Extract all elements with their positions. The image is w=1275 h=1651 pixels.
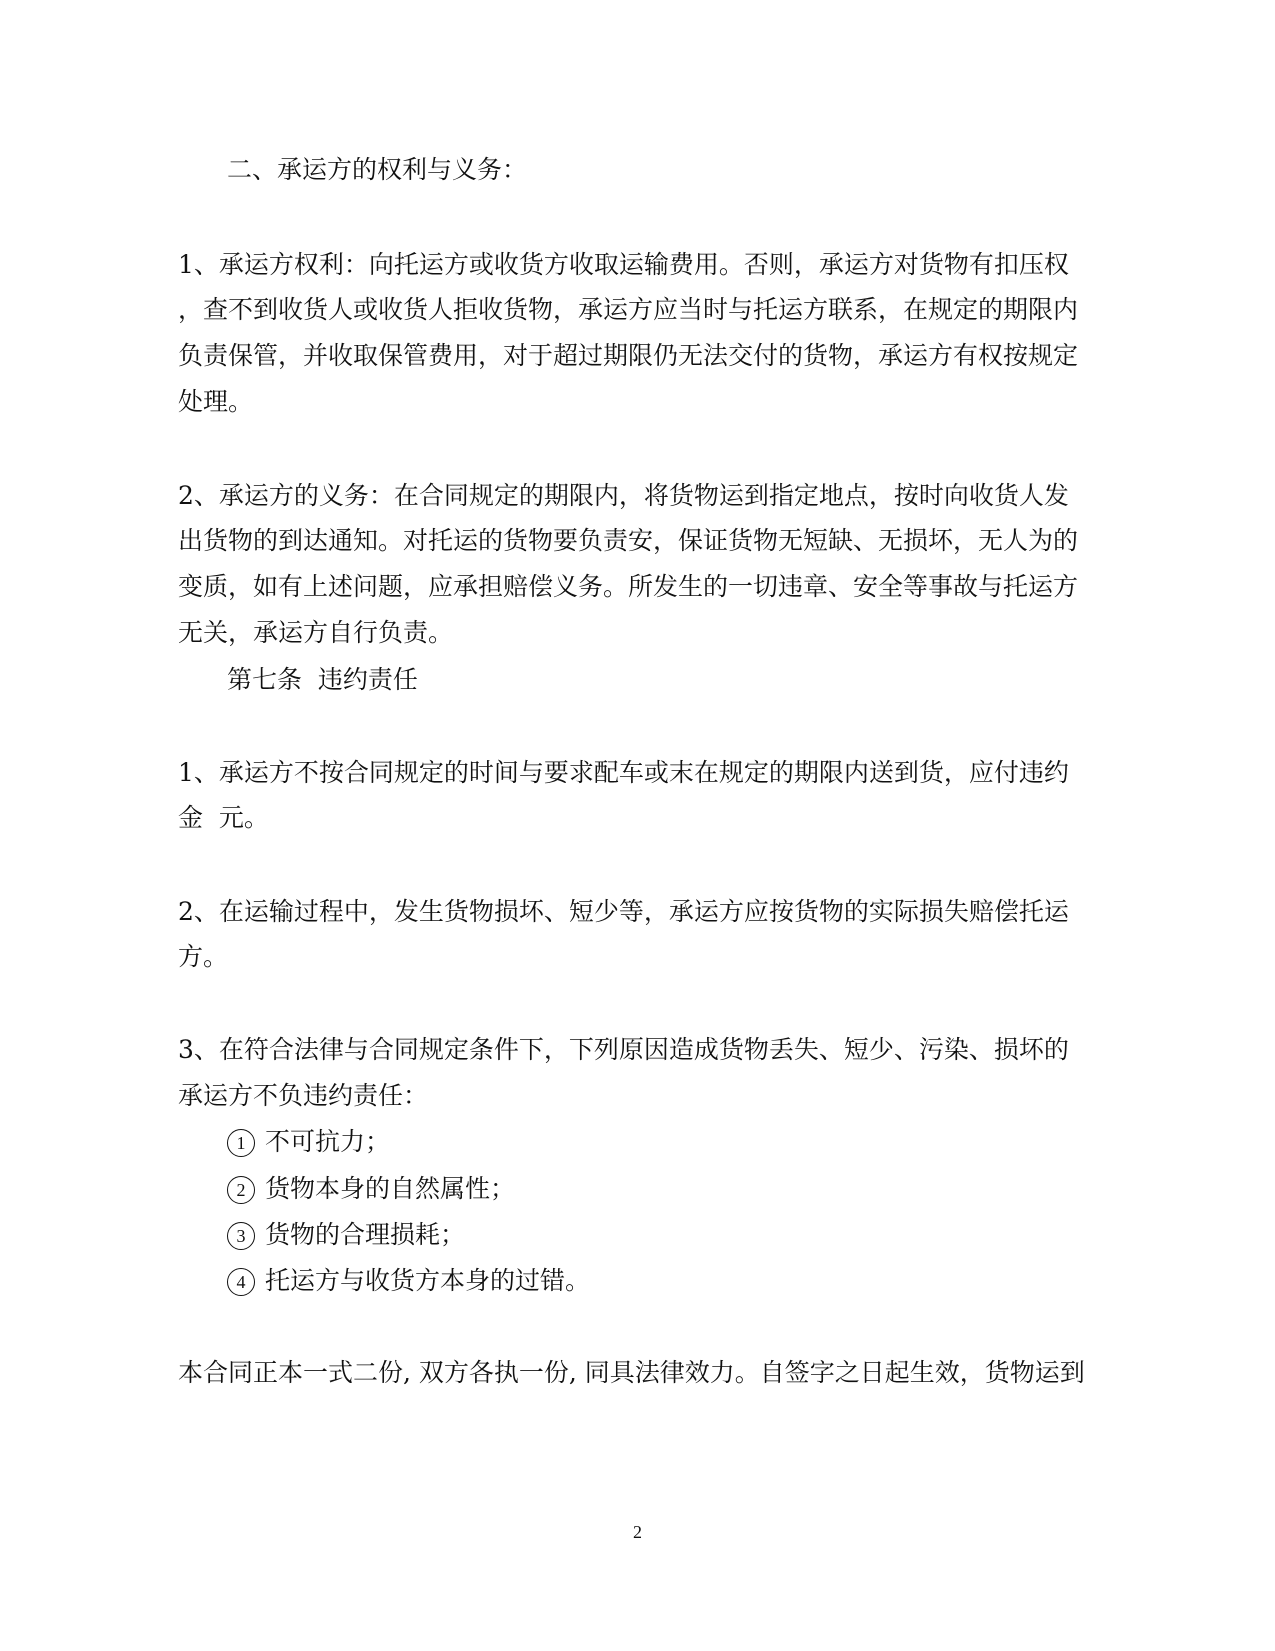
paragraph-line: 1、承运方权利：向托运方或收货方收取运输费用。否则，承运方对货物有扣压权 [178, 250, 1069, 279]
paragraph-line: 承运方不负违约责任： [178, 1081, 429, 1110]
paragraph-line: 2、承运方的义务：在合同规定的期限内，将货物运到指定地点，按时向收货人发 [178, 481, 1069, 510]
paragraph-line: 金 元。 [178, 803, 269, 832]
circled-number: 2 [227, 1176, 255, 1204]
list-item [227, 1220, 465, 1250]
article-heading: 第七条 违约责任 [227, 665, 418, 694]
circled-number: 1 [227, 1129, 255, 1157]
list-item-text: 不可抗力； [265, 1127, 391, 1156]
paragraph-line: 方。 [178, 942, 229, 971]
section-heading: 二、承运方的权利与义务： [227, 155, 528, 184]
circled-number: 4 [227, 1268, 255, 1296]
page-number: 2 [633, 1522, 642, 1542]
paragraph-line: 无关，承运方自行负责。 [178, 618, 454, 647]
list-item-text: 货物的合理损耗； [265, 1220, 466, 1249]
paragraph-line: 1、承运方不按合同规定的时间与要求配车或末在规定的期限内送到货，应付违约 [178, 758, 1069, 787]
paragraph-line: 3、在符合法律与合同规定条件下，下列原因造成货物丢失、短少、污染、损坏的 [178, 1035, 1069, 1064]
circled-number: 3 [227, 1222, 255, 1250]
list-item [227, 1266, 590, 1296]
paragraph-line: 出货物的到达通知。对托运的货物要负责安，保证货物无短缺、无损坏，无人为的 [178, 526, 1079, 555]
paragraph-line: 处理。 [178, 387, 254, 416]
list-item-text: 货物本身的自然属性； [265, 1174, 516, 1203]
list-item [227, 1174, 515, 1204]
paragraph-line: ，查不到收货人或收货人拒收货物，承运方应当时与托运方联系，在规定的期限内 [178, 295, 1079, 324]
paragraph-line: 2、在运输过程中，发生货物损坏、短少等，承运方应按货物的实际损失赔偿托运 [178, 897, 1069, 926]
paragraph-line: 变质，如有上述问题，应承担赔偿义务。所发生的一切违章、安全等事故与托运方 [178, 572, 1079, 601]
list-item-text: 托运方与收货方本身的过错。 [265, 1266, 591, 1295]
list-item [227, 1127, 390, 1157]
paragraph-line: 本合同正本一式二份, 双方各执一份, 同具法律效力。自签字之日起生效，货物运到 [178, 1358, 1085, 1387]
paragraph-line: 负责保管，并收取保管费用，对于超过期限仍无法交付的货物，承运方有权按规定 [178, 341, 1079, 370]
